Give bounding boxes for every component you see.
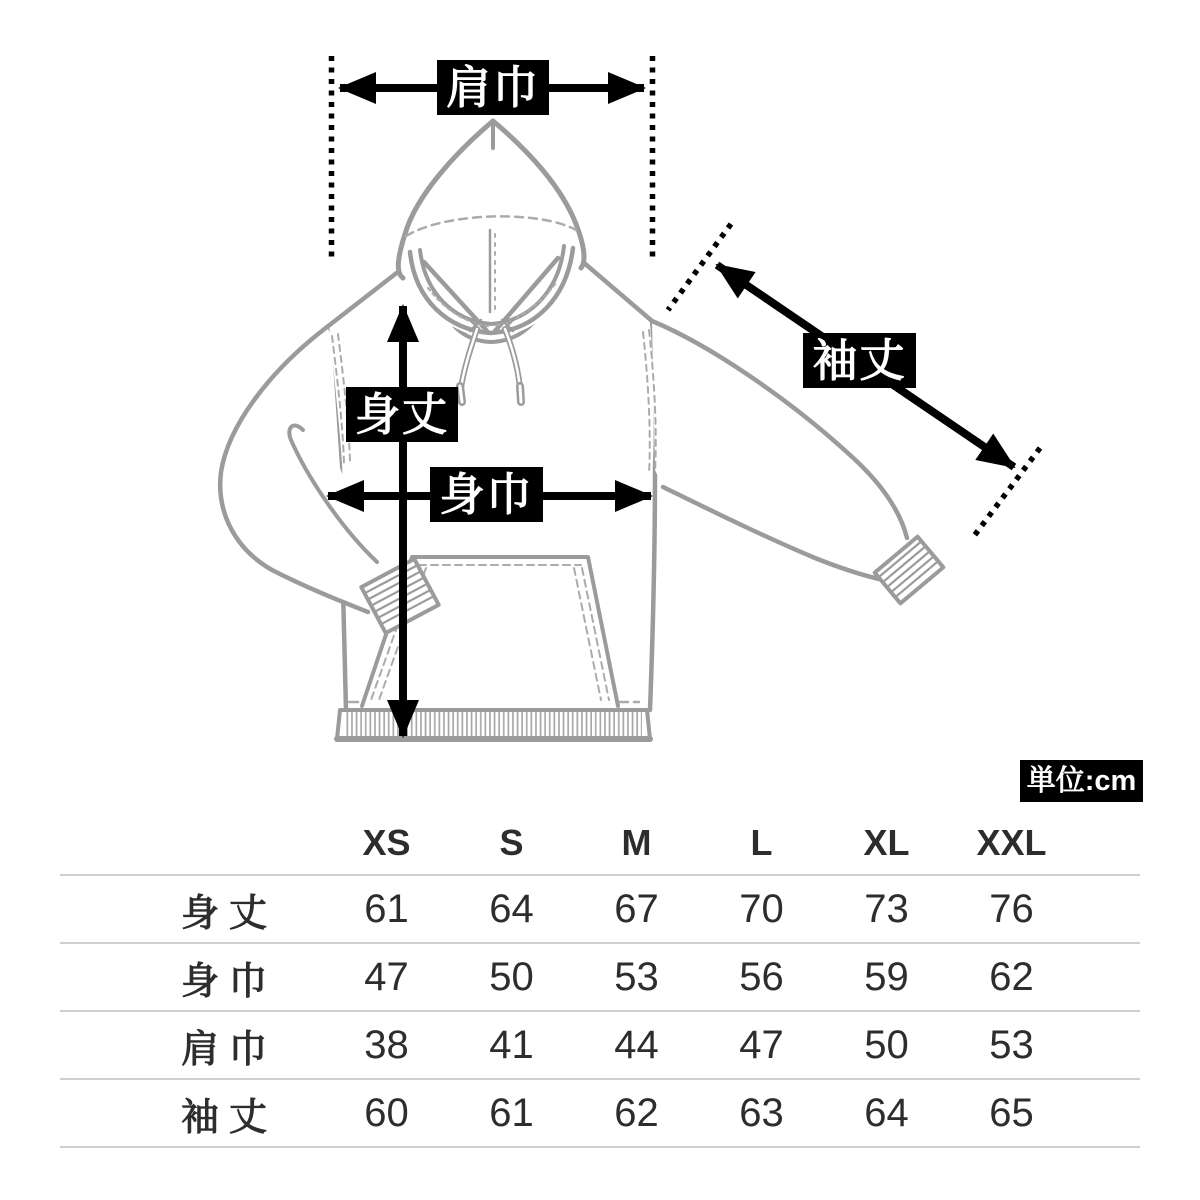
column-header-xxl: XXL [976,822,1047,863]
value-cell: 63 [739,1090,784,1135]
row-label: 身巾 [180,960,277,1003]
value-cell: 60 [364,1090,409,1135]
value-cell: 59 [864,954,909,999]
shoulder-width-label: 肩巾 [437,60,549,115]
body-length-label: 身丈 [346,387,458,442]
value-cell: 47 [739,1022,784,1067]
value-cell: 50 [489,954,534,999]
value-cell: 38 [364,1022,409,1067]
value-cell: 53 [614,954,659,999]
table-row-body-length [60,874,1140,942]
column-header-s: S [499,822,524,863]
value-cell: 64 [864,1090,909,1135]
value-cell: 62 [614,1090,659,1135]
column-header-xs: XS [362,822,411,863]
hoodie-hood [398,121,584,338]
value-cell: 47 [364,954,409,999]
column-header-m: M [621,822,652,863]
value-cell: 76 [989,886,1034,931]
value-cell: 64 [489,886,534,931]
value-cell: 70 [739,886,784,931]
sleeve-length-label: 袖丈 [803,333,916,388]
size-table-header-row [60,812,1140,874]
value-cell: 41 [489,1022,534,1067]
unit-badge: 単位:cm [1020,760,1143,802]
column-header-l: L [750,822,773,863]
size-table [60,812,1140,1148]
column-header-xl: XL [863,822,910,863]
table-row-sleeve-length [60,1078,1140,1146]
value-cell: 44 [614,1022,659,1067]
hoodie-illustration [220,121,943,739]
value-cell: 67 [614,886,659,931]
table-row-shoulder-width [60,1010,1140,1078]
row-label: 身丈 [180,892,277,935]
value-cell: 65 [989,1090,1034,1135]
row-label: 袖丈 [180,1096,277,1139]
row-label: 肩巾 [180,1028,277,1071]
value-cell: 56 [739,954,784,999]
body-width-label: 身巾 [430,467,543,522]
value-cell: 61 [489,1090,534,1135]
value-cell: 73 [864,886,909,931]
value-cell: 53 [989,1022,1034,1067]
value-cell: 50 [864,1022,909,1067]
value-cell: 62 [989,954,1034,999]
table-row-body-width [60,942,1140,1010]
value-cell: 61 [364,886,409,931]
